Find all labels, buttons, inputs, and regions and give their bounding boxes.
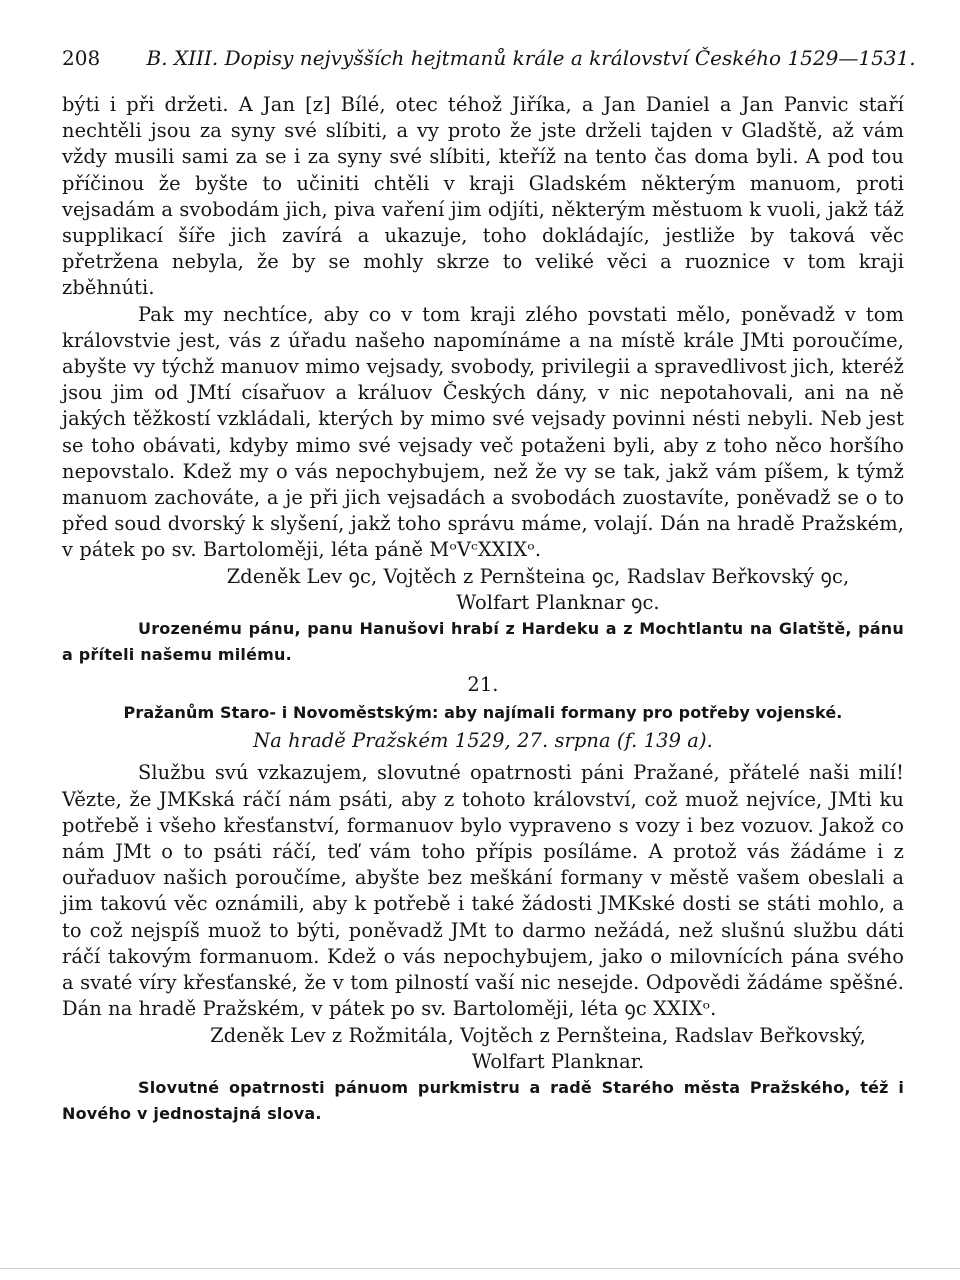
letter21-address: Slovutné opatrnosti pánuom purkmistru a radě Starého města Pražského, též i Nového v jednostajná slova. <box>62 1077 904 1123</box>
letter20-signatures-line-2: Wolfart Planknar ꝯc. <box>456 590 660 614</box>
document-title: Pražanům Staro- i Novoměstským: aby najímali formany pro potřeby vojenské. <box>123 703 843 723</box>
letter20-paragraph-2: Pak my nechtíce, aby co v tom kraji zlého povstati mělo, poněvadž v tom královstvie jest, vás z úřadu našeho napomínáme a na místě krále JMti poroučíme, abyšte vy týchž manuov mimo vejsady, svobody, privilegii a spravedlivost jich, kteréž jsou jim od JMtí císařuov a králuov Českých dány, v nic nepotahovali, ani na ně jakých těžkostí vzkládali, kterých by mimo své vejsady povinni nésti nebyli. Neb jest se toho obávati, kdyby mimo své vejsady več potaženi byli, aby z toho něco horšího nepovstalo. Kdež my o vás nepochybujem, než že vy se tak, jakž vám píšem, k týmž manuom zachováte, a je při jich vejsadách a svobodách zuostavíte, poněvadž se o to před soud dvorský k slyšení, jakž toho správu máme, volají. Dán na hradě Pražském, v pátek po sv. Bartoloměji, léta páně MᵒVᶜXXIXᵒ. <box>62 302 904 562</box>
letter21-paragraph-1: Službu svú vzkazujem, slovutné opatrnosti páni Pražané, přátelé naši milí! Vězte, že JMKská ráčí nám psáti, aby z tohoto království, což muož nejvíce, JMti ku potřebě i všeho křesťanství, formanuov bylo vypraveno s vozy i bez vozuov. Jakož co nám JMt o to psáti ráčí, teď vám toho přípis posíláme. A protož vás žádáme i z ouřaduov našich poroučíme, abyšte bez meškání formany v městě vašem obeslali a jim takovú věc oznámili, aby k potřebě i také žádosti JMKské dosti se státi mohlo, a to což nejspíš muož to býti, poněvadž JMt to darmo nežádá, než slušnú službu dáti ráčí takovým formanuom. Kdež o vás nepochybujem, jako o milovnících pána svého a svaté víry křesťanské, že v tom pilností vaší nic nesejde. Odpovědi žádáme spěšné. Dán na hradě Pražském, v pátek po sv. Bartoloměji, léta ꝯc XXIXᵒ. <box>62 761 904 1021</box>
letter20-address: Urozenému pánu, panu Hanušovi hrabí z Hardeku a z Mochtlantu na Glatště, pánu a příteli našemu milému. <box>62 619 904 665</box>
page-body <box>62 92 904 1127</box>
running-header <box>62 44 916 72</box>
letter20-paragraph-1: býti i při držeti. A Jan [z] Bílé, otec téhož Jiříka, a Jan Daniel a Jan Panvic staří nechtěli jsou za syny své slíbiti, a vy proto že jste drželi tajden v Gladště, až vám vždy musili sami za se i za syny své slíbiti, kteříž na tento čas doma byli. A pod tou příčinou že byšte to učiniti chtěli v kraji Gladském některým manuom, proti vejsadám a svobodám jich, piva vaření jim odjíti, některým městuom k vuoli, jakž táž supplikací šíře jich zavírá a ukazuje, toho dokládajíc, jestliže by taková věc přetržena nebyla, že by se mohly skrze to veliké věci a ruoznice v tom kraji zběhnúti. <box>62 93 904 300</box>
document-number: 21. <box>467 673 499 697</box>
page-edge-divider <box>0 1268 960 1269</box>
letter21-signatures-line-1: Zdeněk Lev z Rožmitála, Vojtěch z Pernšteina, Radslav Beřkovský, <box>210 1023 866 1047</box>
running-title: B. XIII. Dopisy nejvyšších hejtmanů krále a království Českého 1529—1531. <box>146 46 916 70</box>
page-number: 208 <box>62 46 101 70</box>
letter21-signatures-line-2: Wolfart Planknar. <box>471 1049 645 1073</box>
document-date: Na hradě Pražském 1529, 27. srpna (f. 139 a). <box>253 729 713 753</box>
letter20-signatures-line-1: Zdeněk Lev ꝯc, Vojtěch z Pernšteina ꝯc, Radslav Beřkovský ꝯc, <box>226 564 850 588</box>
